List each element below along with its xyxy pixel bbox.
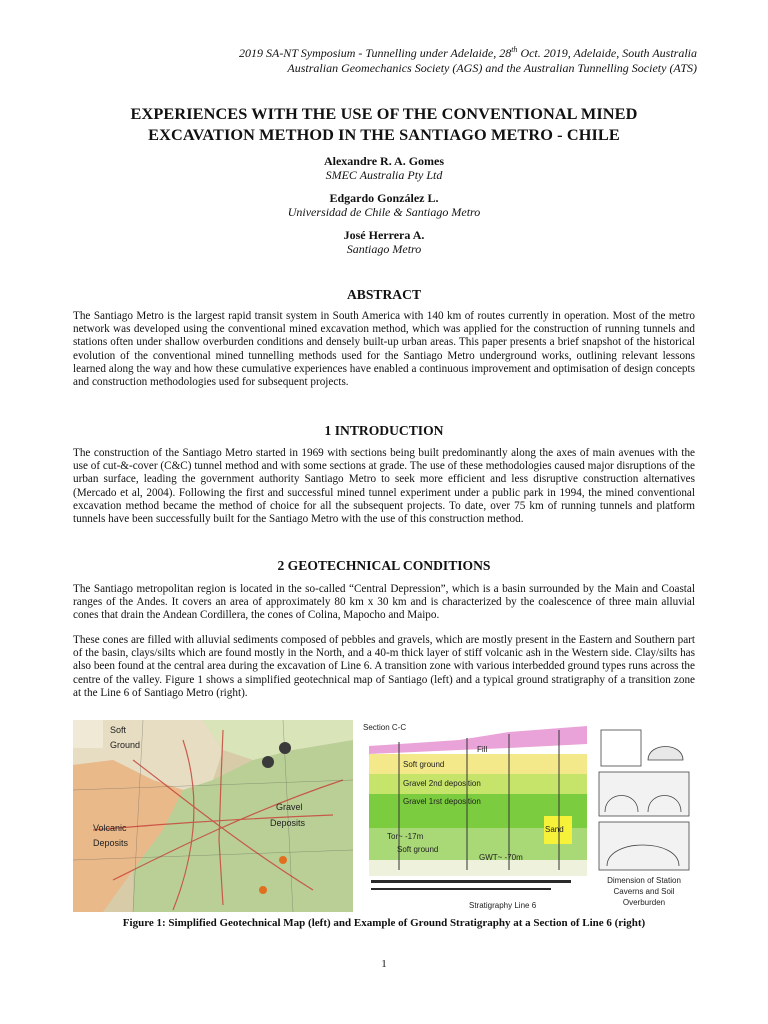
header-line2: Australian Geomechanics Society (AGS) and the Australian Tunnelling Society (ATS) [287, 61, 697, 75]
map-label-gravel: Gravel [276, 802, 303, 812]
stratigraphy-section [359, 720, 587, 912]
station-note-line-2: Caverns and Soil [613, 887, 675, 896]
author-affiliation: SMEC Australia Pty Ltd [325, 168, 443, 182]
layer-gravel-1-label: Gravel 1rst deposition [403, 797, 481, 806]
layer-gravel-2-label: Gravel 2nd deposition [403, 779, 481, 788]
figure-1-graphic [73, 720, 695, 912]
figure-1 [73, 720, 695, 912]
layer-fill-label: Fill [477, 745, 488, 754]
layer-soft-ground-2-label: Soft ground [397, 845, 439, 854]
author-name: José Herrera A. [343, 228, 425, 242]
author-block [73, 154, 695, 265]
layer-soft-ground-label: Soft ground [403, 760, 445, 769]
map-label-ground: Ground [110, 740, 141, 750]
header-line1-sup: th [511, 45, 518, 54]
figure-caption: Figure 1: Simplified Geotechnical Map (left) and Example of Ground Stratigraphy at a Section of Line 6 (right) [122, 917, 646, 929]
layer-sand-label: Sand [545, 825, 564, 834]
abstract-text: The Santiago Metro is the largest rapid transit system in South America with 140 km of routes currently in operation. Most of the metro network was developed using the conventional mined excavation method, which was applied for the construction of running tunnels and stations often under shallow overburden conditions and densely built-up urban areas. This paper presents a brief snapshot of the historical evolution of the conventional mined tunnelling methods used for the Santiago Metro underground works, outlining relevant lessons learned along the way and how these cumulative experiences have enabled a continuous improvement and optimisation of design concepts and construction methodologies used for subsequent projects. [73, 310, 695, 389]
map-label-volcanic-deposits: Deposits [93, 838, 129, 848]
page-number: 1 [381, 958, 387, 970]
section-title: Section C-C [363, 723, 407, 732]
geotechnical-map [73, 720, 353, 912]
abstract-heading: ABSTRACT [346, 287, 422, 302]
header-line1-post: Oct. 2019, Adelaide, South Australia [517, 46, 697, 60]
author-name: Edgardo González L. [329, 191, 439, 205]
paper-title [73, 104, 695, 145]
stratigraphy-line-label: Stratigraphy Line 6 [469, 901, 537, 910]
author-affiliation: Santiago Metro [346, 242, 422, 256]
section-1-heading: 1 INTRODUCTION [324, 423, 444, 438]
map-label-soft: Soft [110, 725, 127, 735]
tor-label: Tor~ -17m [387, 832, 424, 841]
station-note-line-3: Overburden [622, 898, 666, 907]
author-name: Alexandre R. A. Gomes [323, 154, 445, 168]
map-label-deposits: Deposits [270, 818, 306, 828]
station-caverns [593, 720, 695, 912]
author-affiliation: Universidad de Chile & Santiago Metro [287, 205, 481, 219]
running-header [239, 42, 697, 76]
header-line1-pre: 2019 SA-NT Symposium - Tunnelling under Adelaide, 28 [238, 46, 512, 60]
section-1-text: The construction of the Santiago Metro started in 1969 with sections being built predominantly along the axes of main avenues with the use of cut-&-cover (C&C) tunnel method and with some sections at grade. The use of these methodologies caused major disruptions of the urban surface, leading the government authority Santiago Metro to seek more efficient and less disruptive construction alternatives (Mercado et al, 2004). Following the first and successful mined tunnel experiment under a public park in 1994, the mined conventional excavation method became the method of choice for all the subsequent projects. To date, over 75 km of running tunnels and platform tunnels have been successfully built for the Santiago Metro with the use of this construction method. [73, 447, 695, 526]
section-2-para-2: These cones are filled with alluvial sediments composed of pebbles and gravels, which are mostly present in the Eastern and Southern part of the basin, clays/silts which are found mostly in the North, and a 40-m thick layer of stiff volcanic ash in the Western side. Clay/silts has also been found at the central area during the excavation of Line 6. A transition zone with various interbedded ground types runs across the centre of the valley. Figure 1 shows a simplified geotechnical map of Santiago (left) and a typical ground stratigraphy of a transition zone at the Line 6 of Santiago Metro (right). [73, 634, 695, 699]
section-2-heading: 2 GEOTECHNICAL CONDITIONS [277, 558, 491, 573]
title-line-1: EXPERIENCES WITH THE USE OF THE CONVENTIONAL MINED [130, 104, 638, 123]
map-label-volcanic: Volcanic [93, 823, 127, 833]
gwt-label: GWT~ -70m [479, 853, 523, 862]
section-2-para-1: The Santiago metropolitan region is located in the so-called “Central Depression”, which is a basin surrounded by the Main and Coastal ranges of the Andes. It covers an area of approximately 80 km x 30 km and is characterized by the coalescence of three main alluvial cones that drain the Andean Cordillera, the cones of Colina, Mapocho and Maipo. [73, 583, 695, 622]
station-note-line-1: Dimension of Station [607, 876, 681, 885]
title-line-2: EXCAVATION METHOD IN THE SANTIAGO METRO - CHILE [148, 124, 620, 144]
